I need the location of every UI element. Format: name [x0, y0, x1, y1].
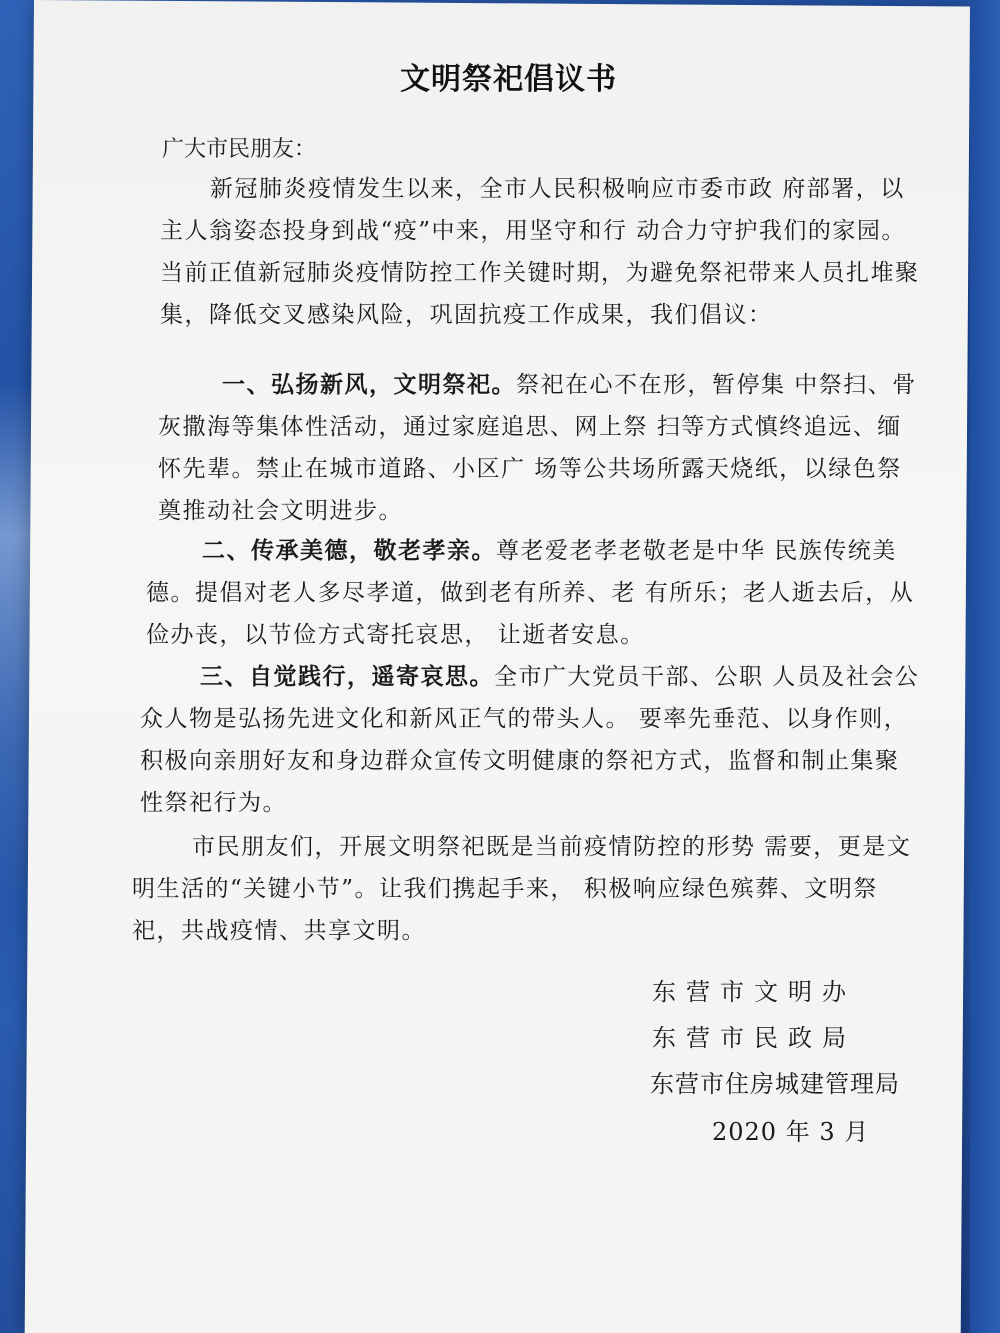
- item-3-heading: 三、自觉践行，遥寄哀思。: [200, 664, 494, 690]
- item-2-heading: 二、传承美德，敬老孝亲。: [202, 538, 496, 564]
- salutation: 广大市民朋友：: [162, 137, 317, 162]
- document-title: 文明祭祀倡议书: [400, 62, 617, 97]
- signature-org-1: 东营市文明办: [652, 978, 856, 1006]
- intro-paragraph: 新冠肺炎疫情发生以来，全市人民积极响应市委市政 府部署，以主人翁姿态投身到战“疫”中来，用坚守和行 动合力守护我们的家园。当前正值新冠肺炎疫情防控工作关键时期，为避免祭祀带来人员扎堆聚集，降低交叉感染风险，巩固抗疫工作成果，我们倡议：: [160, 176, 920, 328]
- signature-date: 2020 年 3 月: [712, 1118, 870, 1146]
- item-3-paragraph: [140, 656, 920, 824]
- signature-org-3: 东营市住房城建管理局: [650, 1070, 900, 1098]
- signature-org-2: 东营市民政局: [652, 1024, 856, 1052]
- item-1-heading: 一、弘扬新风，文明祭祀。: [222, 372, 516, 398]
- item-1-paragraph: [158, 364, 918, 532]
- closing-paragraph: 市民朋友们，开展文明祭祀既是当前疫情防控的形势 需要，更是文明生活的“关键小节”。让我们携起手来， 积极响应绿色殡葬、文明祭祀，共战疫情、共享文明。: [132, 834, 912, 944]
- item-2-paragraph: [146, 530, 918, 656]
- item-3-body: 全市广大党员干部、公职 人员及社会公众人物是弘扬先进文化和新风正气的带头人。 要率先垂范、以身作则，积极向亲朋好友和身边群众宣传文明健康的祭祀方式，监督和制止集聚性祭祀行为。: [140, 664, 920, 816]
- item-1-body: 祭祀在心不在形，暂停集 中祭扫、骨灰撒海等集体性活动，通过家庭追思、网上祭 扫等方式慎终追远、缅怀先辈。禁止在城市道路、小区广 场等公共场所露天烧纸，以绿色祭奠推动社会文明进步。: [158, 372, 917, 524]
- item-2-body: 尊老爱老孝老敬老是中华 民族传统美德。提倡对老人多尽孝道，做到老有所养、老 有所乐；老人逝去后，从俭办丧，以节俭方式寄托哀思， 让逝者安息。: [146, 538, 915, 648]
